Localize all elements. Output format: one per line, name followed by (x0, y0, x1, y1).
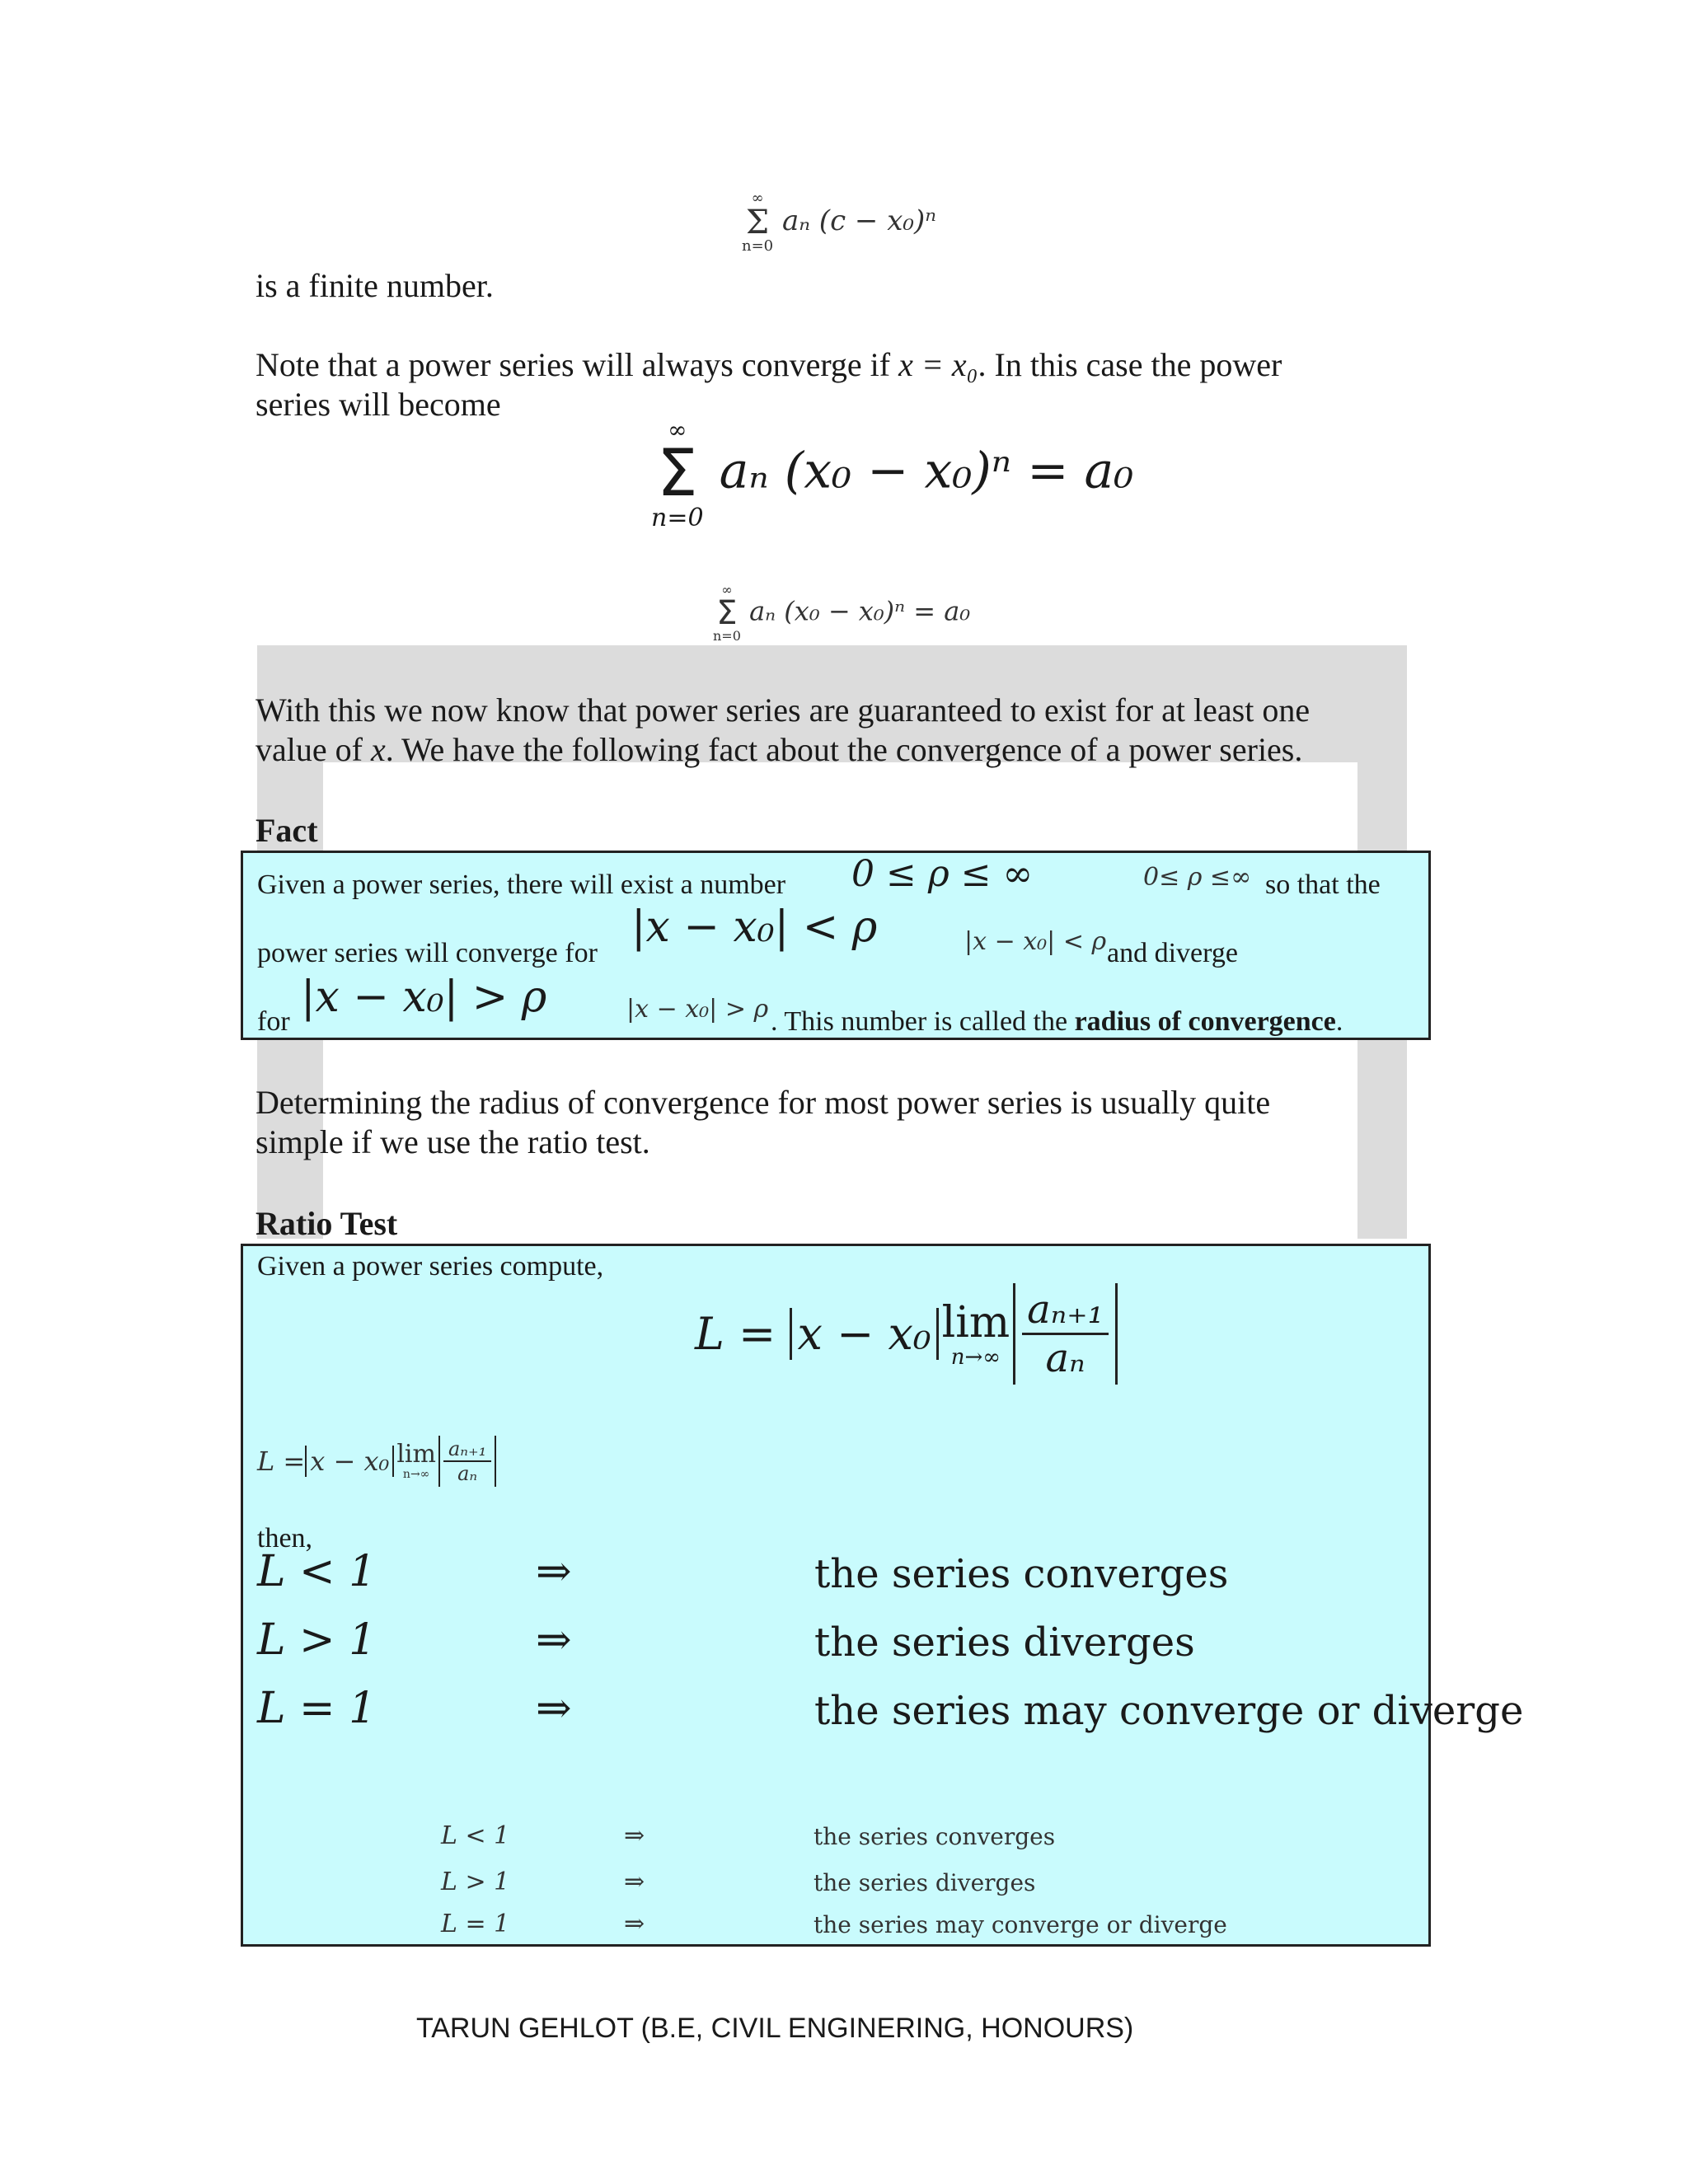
para-note-line2: series will become (256, 386, 501, 423)
ratio-row-small-2-cond: L > 1 (441, 1868, 510, 1896)
ratio-formula-large: L = x − x₀ lim n→∞ $\frac{\text{aₙ₊₁}}{\text{aₙ}}$ (695, 1283, 1118, 1385)
fact-line3-tail: . This number is called the radius of convergence. (771, 1006, 1343, 1037)
ratio-row-large-3-result: the series may converge or diverge (814, 1688, 1524, 1734)
fact-line1-text: Given a power series, there will exist a number (257, 869, 786, 900)
ratio-intro: Given a power series compute, (257, 1251, 604, 1282)
fact-line2-math-small: |x − x₀| < ρ (964, 927, 1107, 956)
fact-line1-math-small: 0≤ ρ ≤∞ (1143, 863, 1252, 892)
ratio-row-small-1-arrow: ⇒ (624, 1821, 645, 1850)
formula-mid-large: ∞ Σ n=0 aₙ (x₀ − x₀)ⁿ = a₀ (651, 416, 1134, 532)
ratio-then: then, (257, 1523, 313, 1554)
ratio-row-small-2-arrow: ⇒ (624, 1868, 645, 1896)
para-guarantee-line1: With this we now know that power series are guaranteed to exist for at least one (256, 691, 1311, 729)
formula-top: ∞ Σ n=0 aₙ (c − x₀)ⁿ (742, 190, 937, 255)
ratio-row-small-1-result: the series converges (814, 1823, 1056, 1850)
fact-box (241, 851, 1431, 1040)
ratio-test-heading: Ratio Test (256, 1205, 398, 1242)
formula-mid-small: ∞ Σ n=0 aₙ (x₀ − x₀)ⁿ = a₀ (713, 582, 971, 644)
ratio-row-small-3-result: the series may converge or diverge (814, 1911, 1227, 1938)
fact-line3-text: for (257, 1006, 290, 1037)
fact-line2-math-big: |x − x₀| < ρ (631, 902, 878, 952)
ratio-row-large-3-cond: L = 1 (257, 1684, 377, 1733)
ratio-row-large-2-cond: L > 1 (257, 1615, 377, 1665)
ratio-formula-small: L = x − x₀ lim n→∞ $\frac{\text{aₙ₊₁}}{\text{aₙ}}$ (257, 1436, 496, 1487)
para-note-line1: Note that a power series will always converge if x = x₀. In this case the power (256, 346, 1282, 383)
ratio-row-large-2-result: the series diverges (814, 1619, 1195, 1666)
fact-line3-math-small: |x − x₀| > ρ (626, 995, 769, 1024)
fact-line2-text: power series will converge for (257, 938, 598, 968)
ratio-row-large-2-arrow: ⇒ (536, 1615, 572, 1665)
ratio-row-large-1-result: the series converges (814, 1551, 1229, 1597)
para-determining-line1: Determining the radius of convergence for most power series is usually quite (256, 1084, 1271, 1121)
ratio-row-small-1-cond: L < 1 (441, 1821, 510, 1850)
fact-line1-math-big: 0 ≤ ρ ≤ ∞ (851, 853, 1034, 895)
fact-line3-math-big: |x − x₀| > ρ (301, 972, 547, 1022)
fact-line1-tail: so that the (1265, 869, 1381, 900)
ratio-row-large-1-arrow: ⇒ (536, 1547, 572, 1596)
fact-heading: Fact (256, 812, 318, 849)
para-finite: is a finite number. (256, 267, 494, 304)
ratio-row-small-2-result: the series diverges (814, 1869, 1036, 1896)
ratio-row-large-3-arrow: ⇒ (536, 1684, 572, 1733)
ratio-row-large-1-cond: L < 1 (257, 1547, 377, 1596)
ratio-row-small-3-arrow: ⇒ (624, 1910, 645, 1938)
ratio-test-box (241, 1244, 1524, 1947)
fact-line2-tail: and diverge (1107, 938, 1238, 968)
page-footer: TARUN GEHLOT (B.E, CIVIL ENGINERING, HONOURS) (416, 2013, 1134, 2044)
para-determining-line2: simple if we use the ratio test. (256, 1123, 650, 1160)
para-guarantee-line2: value of x. We have the following fact about the convergence of a power series. (256, 731, 1303, 768)
ratio-row-small-3-cond: L = 1 (441, 1910, 510, 1938)
